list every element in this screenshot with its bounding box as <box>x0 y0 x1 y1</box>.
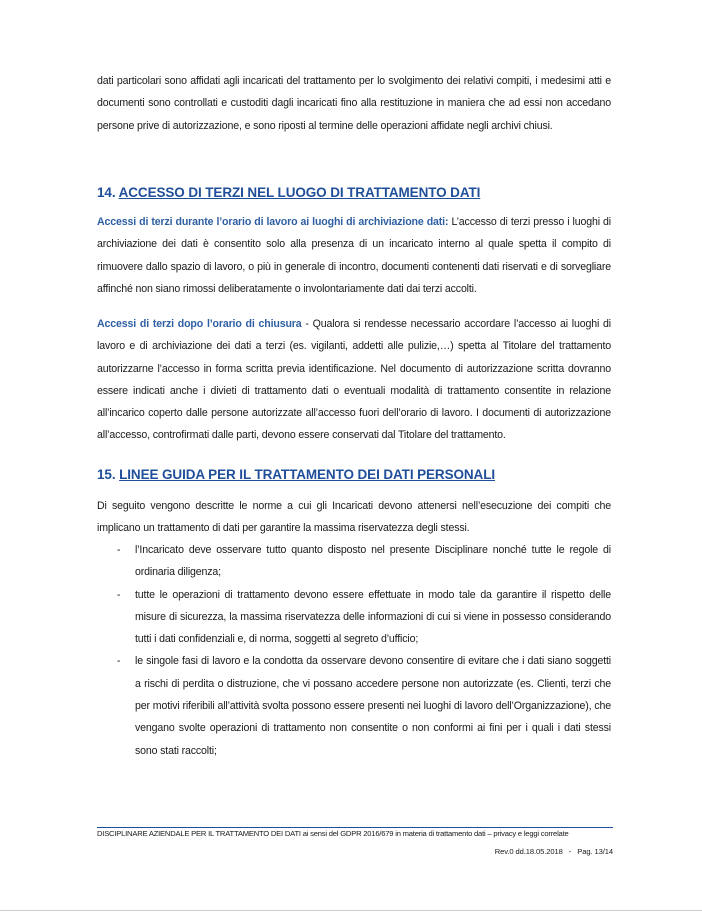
section-14-p1-text: L’accesso di terzi presso i luoghi di archiviazione dei dati è consentito solo alla presenza di un incaricato interno al quale spetta il compito di rimuovere dallo spazio di lavoro, o più in generale di incontro, documenti contenenti dati riservati e di sorvegliare affinché non siano rimossi deliberatamente o involontariamente dati dai terzi accolti. <box>97 216 611 295</box>
footer-revision: Rev.0 dd.18.05.2018 <box>494 847 563 856</box>
list-item <box>117 539 611 584</box>
intro-paragraph: dati particolari sono affidati agli incaricati del trattamento per lo svolgimento dei relativi compiti, i medesimi atti e documenti sono controllati e custoditi dagli incaricati fino alla restituzione in maniera che ad essi non accedano persone prive di autorizzazione, e sono riposti al termine delle operazioni affidate negli archivi chiusi. <box>97 75 611 132</box>
bullet-dash: - <box>117 588 121 601</box>
footer-page-number: Pag. 13/14 <box>577 847 613 856</box>
list-item <box>117 650 611 761</box>
footer-revision-page <box>495 847 613 856</box>
guidelines-list <box>117 539 611 762</box>
list-item-text: l’Incaricato deve osservare tutto quanto disposto nel presente Disciplinare nonché tutte le regole di ordinaria diligenza; <box>135 544 611 579</box>
section-15-intro: Di seguito vengono descritte le norme a cui gli Incaricati devono attenersi nell’esecuzione dei compiti che implicano un trattamento di dati per garantire la massima riservatezza degli stessi. <box>97 500 611 535</box>
footer-document-title <box>97 829 613 838</box>
section-15-heading <box>97 467 495 482</box>
section-15-number: 15. <box>97 467 116 482</box>
bullet-dash: - <box>117 655 121 668</box>
list-item-text: le singole fasi di lavoro e la condotta da osservare devono consentire di evitare che i dati siano soggetti a rischi di perdita o distruzione, che vi possano accedere persone non autorizzate (es. Clienti, terzi che per motivi riferibili all’attività svolta possono essere presenti nei luoghi di lavoro dell’Organizzazione), che vengano svolte operazioni di trattamento non consentite o non conformi ai fini per i quali i dati stessi sono stati raccolti; <box>135 655 611 757</box>
footer-separator: - <box>568 847 572 856</box>
section-14-p2-lead: Accessi di terzi dopo l’orario di chiusura <box>97 318 302 330</box>
section-14-p2-text: - Qualora si rendesse necessario accordare l’accesso ai luoghi di lavoro e di archiviazione dei dati a terzi (es. vigilanti, addetti alle pulizie,…) spetta al Titolare del trattamento autorizzarne l’accesso in forma scritta previa identificazione. Nel documento di autorizzazione scritta dovranno essere indicati anche i divieti di trattamento dati o eventuali modalità di trattamento consentite in relazione all’incarico coperto dalle persone autorizzate all’accesso fuori dell’orario di lavoro. I documenti di autorizzazione all’accesso, controfirmati dalle parti, devono essere conservati dal Titolare del trattamento. <box>97 318 611 442</box>
section-14-paragraph-1 <box>97 211 611 300</box>
section-14-number: 14. <box>97 185 116 200</box>
section-14-heading <box>97 185 480 200</box>
section-14-paragraph-2 <box>97 313 611 447</box>
bullet-dash: - <box>117 544 121 556</box>
section-15-title: LINEE GUIDA PER IL TRATTAMENTO DEI DATI PERSONALI <box>119 467 495 482</box>
footer-divider <box>97 827 613 828</box>
footer-title-main: DISCIPLINARE AZIENDALE PER IL TRATTAMENTO DEI DATI <box>97 829 301 838</box>
list-item <box>117 584 611 651</box>
page-bottom-edge <box>0 910 702 911</box>
section-14-p1-lead: Accessi di terzi durante l’orario di lavoro ai luoghi di archiviazione dati: <box>97 216 449 228</box>
footer-title-rest: ai sensi del GDPR 2016/679 in materia di trattamento dati – privacy e leggi correlate <box>300 829 569 838</box>
section-14-title: ACCESSO DI TERZI NEL LUOGO DI TRATTAMENTO DATI <box>118 185 481 200</box>
list-item-text: tutte le operazioni di trattamento devono essere effettuate in modo tale da garantire il rispetto delle misure di sicurezza, la massima riservatezza delle informazioni di cui si viene in possesso considerando tutti i dati confidenziali e, di norma, soggetti al segreto d’ufficio; <box>135 588 611 646</box>
